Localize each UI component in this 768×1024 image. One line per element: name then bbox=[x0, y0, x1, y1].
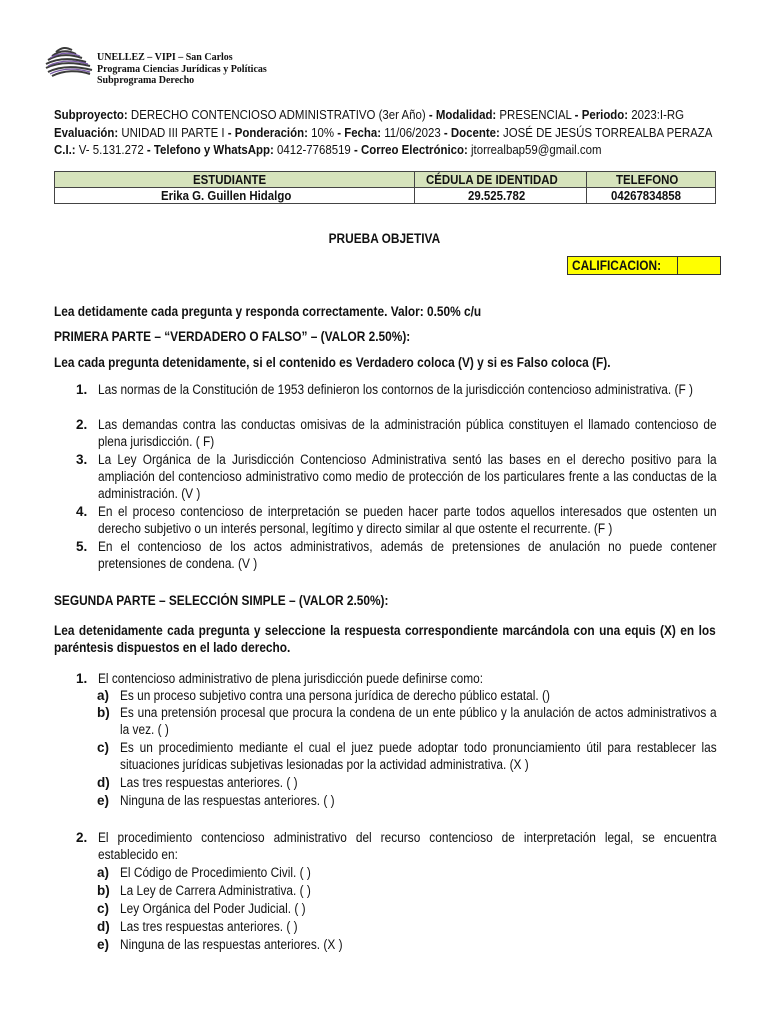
calificacion-box[interactable] bbox=[678, 256, 721, 275]
fecha-value: 11/06/2023 bbox=[384, 124, 441, 140]
list-item: 2. Las demandas contra las conductas omisivas de la administración pública constituyen el llamado contencioso de plena jurisdicción. ( F) bbox=[76, 417, 717, 449]
option-item: d) Las tres respuestas anteriores. ( ) bbox=[97, 775, 298, 790]
subproyecto-value: DERECHO CONTENCIOSO ADMINISTRATIVO (3er Año) bbox=[130, 107, 426, 122]
separator: - bbox=[146, 142, 151, 157]
unellez-logo bbox=[42, 46, 94, 80]
docente-value: JOSÉ DE JESÚS TORREALBA PERAZA bbox=[503, 124, 713, 140]
list-item: 5. En el contencioso de los actos administrativos, además de pretensiones de anulación no puede contener pretensiones de condena. (V ) bbox=[76, 539, 717, 571]
student-name-cell: Erika G. Guillen Hidalgo bbox=[55, 188, 415, 204]
modalidad-value: PRESENCIAL bbox=[499, 107, 572, 122]
table-row bbox=[55, 188, 716, 204]
separator: - bbox=[227, 124, 232, 140]
part2-heading: SEGUNDA PARTE – SELECCIÓN SIMPLE – (VALOR 2.50%): bbox=[54, 593, 389, 608]
question-item: 2. El procedimiento contencioso administrativo del recurso contencioso de interpretación legal, se encuentra establecido en: bbox=[76, 830, 717, 862]
option-item: c) Ley Orgánica del Poder Judicial. ( ) bbox=[97, 901, 306, 916]
exam-metadata bbox=[54, 106, 716, 159]
option-item: e) Ninguna de las respuestas anteriores. ( ) bbox=[97, 793, 335, 808]
calificacion-label: CALIFICACION: bbox=[567, 256, 678, 275]
option-item: d) Las tres respuestas anteriores. ( ) bbox=[97, 919, 298, 934]
column-header-estudiante: ESTUDIANTE bbox=[55, 172, 415, 188]
option-item: b) Es una pretensión procesal que procura la condena de un ente público y la anulación de actos administrativos a la vez. ( ) bbox=[97, 705, 717, 737]
table-header-row bbox=[55, 172, 716, 188]
separator: - bbox=[574, 107, 579, 122]
part2-question-1 bbox=[54, 670, 716, 810]
periodo-label: Periodo: bbox=[581, 107, 629, 122]
student-id-cell: 29.525.782 bbox=[415, 188, 587, 204]
modalidad-label: Modalidad: bbox=[435, 107, 497, 122]
program-name: Programa Ciencias Jurídicas y Políticas bbox=[97, 63, 267, 75]
page-title: PRUEBA OBJETIVA bbox=[328, 231, 440, 246]
fecha-label: Fecha: bbox=[344, 124, 382, 140]
column-header-telefono: TELEFONO bbox=[587, 172, 716, 188]
ponderacion-label: Ponderación: bbox=[234, 124, 308, 140]
subproyecto-label: Subproyecto: bbox=[54, 107, 128, 122]
list-item: 1. Las normas de la Constitución de 1953 definieron los contornos de la jurisdicción contencioso administrativa. (F ) bbox=[76, 382, 693, 397]
evaluacion-label: Evaluación: bbox=[54, 124, 119, 140]
docente-label: Docente: bbox=[450, 124, 500, 140]
general-instructions: Lea detidamente cada pregunta y responda correctamente. Valor: 0.50% c/u bbox=[54, 304, 482, 319]
ponderacion-value: 10% bbox=[311, 124, 335, 140]
part2-instruction: Lea detenidamente cada pregunta y seleccione la respuesta correspondiente marcándola con una equis (X) en los paréntesis dispuestos en el lado derecho. bbox=[54, 623, 716, 655]
separator: - bbox=[428, 107, 433, 122]
list-item: 3. La Ley Orgánica de la Jurisdicción Contencioso Administrativa sentó las bases en el derecho positivo para la ampliación del contencioso administrativo como medio de protección de los particulares frente a las conductas de la administración. (V ) bbox=[76, 452, 717, 501]
column-header-cedula: CÉDULA DE IDENTIDAD bbox=[415, 172, 587, 188]
ci-value: V- 5.131.272 bbox=[78, 142, 144, 157]
option-item: a) Es un proceso subjetivo contra una persona jurídica de derecho público estatal. () bbox=[97, 688, 550, 703]
ci-label: C.I.: bbox=[54, 142, 76, 157]
subprogram-name: Subprograma Derecho bbox=[97, 75, 195, 86]
institution-name: UNELLEZ – VIPI – San Carlos bbox=[97, 52, 233, 63]
evaluacion-value: UNIDAD III PARTE I bbox=[121, 124, 225, 140]
part1-instruction: Lea cada pregunta detenidamente, si el contenido es Verdadero coloca (V) y si es Falso coloca (F). bbox=[54, 355, 611, 370]
option-item: e) Ninguna de las respuestas anteriores. (X ) bbox=[97, 937, 343, 952]
separator: - bbox=[443, 124, 448, 140]
institution-header bbox=[97, 52, 267, 87]
student-phone-cell: 04267834858 bbox=[587, 188, 716, 204]
part1-list bbox=[54, 381, 716, 573]
list-item: 4. En el proceso contencioso de interpretación se pueden hacer parte todos aquellos interesados que ostenten un derecho subjetivo o un interés personal, legítimo y directo similar al que ostente el recurrente. (F ) bbox=[76, 504, 717, 536]
correo-label: Correo Electrónico: bbox=[360, 142, 468, 157]
calificacion-field bbox=[567, 256, 721, 275]
student-table bbox=[54, 171, 716, 204]
periodo-value: 2023:I-RG bbox=[631, 107, 685, 122]
option-item: b) La Ley de Carrera Administrativa. ( ) bbox=[97, 883, 311, 898]
separator: - bbox=[353, 142, 358, 157]
part1-heading: PRIMERA PARTE – “VERDADERO O FALSO” – (VALOR 2.50%): bbox=[54, 329, 411, 344]
option-item: c) Es un procedimiento mediante el cual el juez puede adoptar todo pronunciamiento útil para restablecer las situaciones jurídicas subjetivas lesionadas por la actividad administrativa. (X ) bbox=[97, 740, 717, 772]
question-item: 1. El contencioso administrativo de plena jurisdicción puede definirse como: bbox=[76, 671, 483, 686]
part2-question-2 bbox=[54, 829, 716, 954]
option-item: a) El Código de Procedimiento Civil. ( ) bbox=[97, 865, 311, 880]
telefono-label: Telefono y WhatsApp: bbox=[153, 142, 274, 157]
correo-value: jtorrealbap59@gmail.com bbox=[470, 142, 602, 157]
telefono-value: 0412-7768519 bbox=[276, 142, 351, 157]
separator: - bbox=[337, 124, 342, 140]
